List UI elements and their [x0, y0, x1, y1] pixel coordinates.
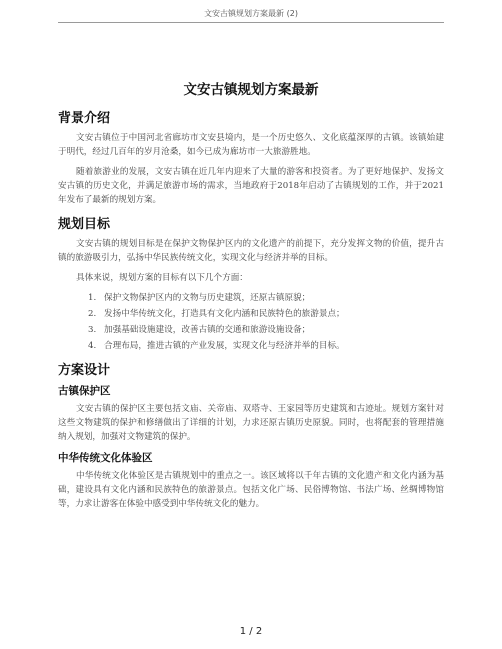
paragraph: 文安古镇的规划目标是在保护文物保护区内的文化遗产的前提下，充分发挥文物的价值，提升古镇的旅游吸引力，弘扬中华民族传统文化，实现文化与经济并举的目标。: [58, 239, 444, 263]
goals-list: [58, 291, 444, 353]
document-title: 文安古镇规划方案最新: [183, 82, 319, 98]
paragraph: 文安古镇的保护区主要包括文庙、关帝庙、双塔寺、王家园等历史建筑和古迹址。规划方案针对这些文物建筑的保护和修缮做出了详细的计划，力求还原古镇历史原貌。同时，也将配套的管理措施纳入规划，加强对文物建筑的保护。: [58, 404, 444, 442]
list-item-number: 3.: [88, 325, 97, 335]
list-item: [58, 323, 444, 337]
paragraph: 具体来说，规划方案的目标有以下几个方面：: [76, 273, 248, 283]
list-item-text: 加强基础设施建设，改善古镇的交通和旅游设施设备；: [104, 325, 311, 335]
section-design: [58, 359, 444, 511]
paragraph: 随着旅游业的发展，文安古镇在近几年内迎来了大量的游客和投资者。为了更好地保护、发扬文安古镇的历史文化，并满足旅游市场的需求，当地政府于2018年启动了古镇规划的工作，并于2021年发布了最新的规划方案。: [58, 167, 444, 205]
paragraph: 文安古镇位于中国河北省廊坊市文安县境内，是一个历史悠久、文化底蕴深厚的古镇。该镇始建于明代，经过几百年的岁月沧桑，如今已成为廊坊市一大旅游胜地。: [58, 133, 444, 157]
list-item-number: 4.: [88, 341, 97, 351]
list-item: [58, 291, 444, 305]
section-heading-goals: 规划目标: [58, 217, 111, 232]
subsection-heading-protection-zone: 古镇保护区: [58, 385, 111, 397]
paragraph: 中华传统文化体验区是古镇规划中的重点之一。该区域将以千年古镇的文化遗产和文化内涵为基础，建设具有文化内涵和民族特色的旅游景点。包括文化广场、民俗博物馆、书法广场、丝绸博物馆等，力求让游客在体验中感受到中华传统文化的魅力。: [58, 471, 444, 509]
header-divider: [58, 22, 444, 23]
page-number: 1 / 2: [239, 626, 263, 637]
document-body: [58, 78, 444, 517]
section-background: [58, 107, 444, 207]
list-item-text: 发扬中华传统文化，打造具有文化内涵和民族特色的旅游景点；: [104, 309, 345, 319]
list-item: [58, 307, 444, 321]
section-heading-design: 方案设计: [58, 363, 111, 378]
list-item-number: 2.: [88, 309, 97, 319]
list-item-text: 保护文物保护区内的文物与历史建筑，还原古镇原貌；: [104, 293, 311, 303]
section-goals: [58, 213, 444, 353]
list-item-text: 合理布局，推进古镇的产业发展，实现文化与经济并举的目标。: [104, 341, 345, 351]
section-heading-background: 背景介绍: [58, 111, 111, 126]
subsection-heading-culture-zone: 中华传统文化体验区: [58, 452, 153, 464]
list-item-number: 1.: [88, 293, 97, 303]
list-item: [58, 339, 444, 353]
running-header: 文安古镇规划方案最新 (2): [204, 9, 298, 18]
